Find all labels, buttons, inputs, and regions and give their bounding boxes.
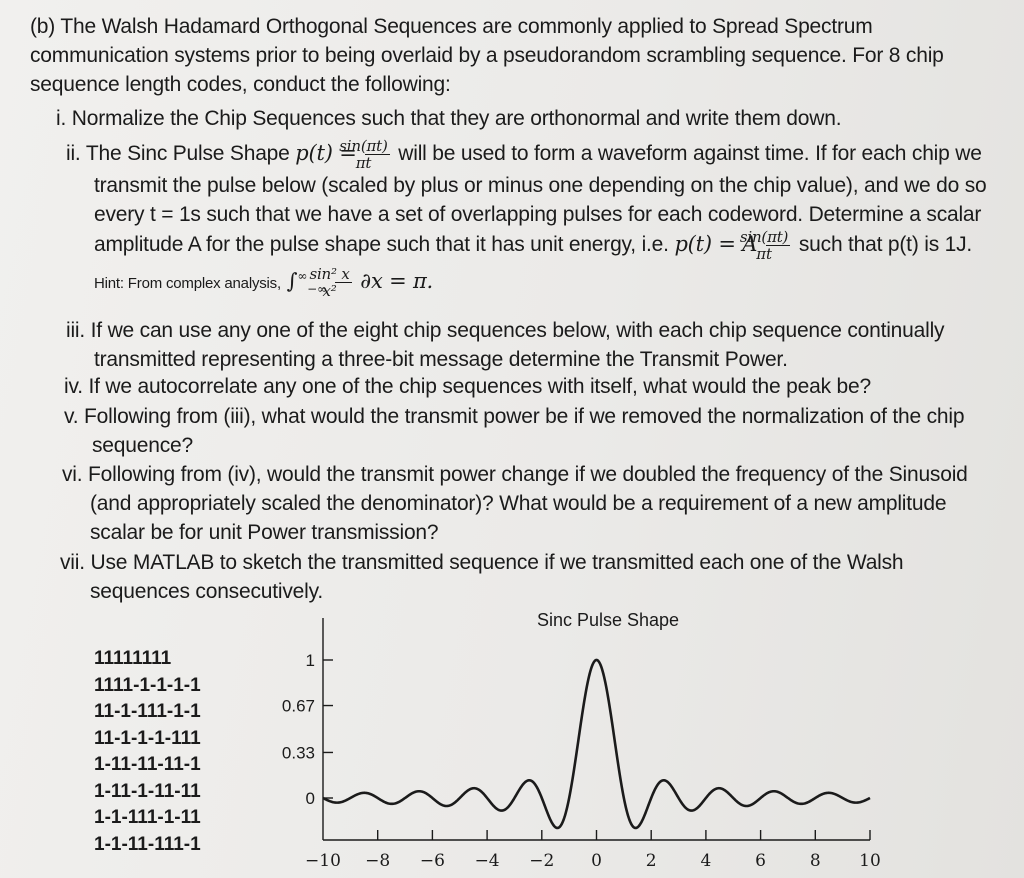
item-text: The Sinc Pulse Shape	[85, 142, 290, 166]
x-tick-label: 2	[645, 851, 657, 871]
x-tick-label: 4	[700, 851, 712, 871]
x-tick-label: −8	[365, 851, 391, 871]
walsh-code: 1-11-1-11-11	[94, 780, 201, 802]
walsh-code: 1-11-11-11-1	[94, 754, 201, 775]
item-number: ii.	[66, 142, 81, 166]
fraction-numerator: sin(πt)	[339, 137, 388, 155]
item-v	[64, 402, 992, 460]
integrand-fraction	[309, 264, 351, 300]
item-number: i.	[56, 107, 67, 130]
walsh-code: 1111-1-1-1-1	[94, 674, 201, 696]
integral-upper-limit: ∞	[297, 269, 308, 283]
item-text: Normalize the Chip Sequences such that they are orthonormal and write them down.	[71, 107, 842, 130]
integral-result: ∂x = π.	[360, 269, 434, 293]
item-text: If we can use any one of the eight chip sequences below, with each chip sequence continually transmitted representing a three-bit message determine the Transmit Power.	[90, 319, 945, 371]
item-text: If we autocorrelate any one of the chip sequences with itself, what would the peak be?	[88, 375, 871, 398]
x-tick-label: 0	[591, 851, 602, 871]
y-tick-label: 0.33	[281, 743, 315, 763]
item-text: Use MATLAB to sketch the transmitted sequence if we transmitted each one of the Walsh sequences consecutively.	[90, 551, 904, 603]
energy-text: such that p(t) is 1J.	[798, 233, 973, 257]
x-tick-label: −4	[474, 851, 500, 871]
scaled-pulse-formula: p(t) = A	[674, 232, 758, 257]
walsh-code-list	[94, 646, 201, 858]
y-tick-label: 1	[305, 651, 315, 670]
item-ii	[66, 138, 994, 304]
x-tick-label: 6	[755, 851, 767, 871]
item-vi	[62, 460, 990, 547]
item-number: iii.	[66, 319, 86, 342]
sinc-curve-line	[323, 660, 870, 828]
fraction-numerator: sin(πt)	[739, 228, 789, 246]
sinc-pulse-chart	[260, 600, 900, 875]
item-text-continued: will be used to form a waveform against time. If for each chip we transmit the pulse below (scaled by plus or minus one depending on the chip value), and we do so every t = 1s such that we have a set of overlapping pulses for each codeword. Determine a scalar amplitude A for the pulse shape such that it has unit energy,	[94, 142, 987, 257]
item-i	[56, 104, 976, 133]
chart-axes	[323, 618, 870, 840]
x-tick-label: 10	[859, 851, 881, 871]
x-tick-label: −6	[419, 851, 445, 871]
item-number: iv.	[64, 375, 83, 398]
y-tick-label: 0	[305, 789, 315, 808]
fraction-denominator: πt	[355, 154, 372, 172]
item-number: vi.	[62, 463, 83, 486]
item-iii	[66, 316, 994, 374]
part-label: (b)	[30, 15, 56, 38]
item-number: vii.	[60, 551, 85, 574]
y-ticks	[282, 651, 333, 808]
integral-sign: ∫	[286, 269, 298, 293]
x-tick-label: 8	[809, 851, 821, 871]
question-intro	[30, 12, 980, 99]
pulse-formula: p(t) =	[295, 141, 357, 166]
fraction-denominator: πt	[756, 245, 772, 263]
chart-title: Sinc Pulse Shape	[536, 610, 680, 630]
integral-lower-limit: −∞	[307, 282, 327, 297]
walsh-code: 11-1-1-1-111	[94, 727, 201, 749]
x-ticks	[305, 830, 881, 871]
walsh-code: 1-1-111-1-11	[94, 807, 201, 828]
y-tick-label: 0.67	[281, 696, 315, 716]
item-vii	[60, 548, 990, 606]
fraction-numerator: sin² x	[309, 264, 350, 283]
walsh-code: 11-1-111-1-1	[94, 701, 201, 722]
hint-text: Hint: From complex analysis,	[94, 275, 281, 292]
walsh-code: 1-1-11-111-1	[94, 833, 201, 855]
item-text: Following from (iii), what would the transmit power be if we removed the normalization of the chip sequence?	[84, 405, 965, 457]
walsh-code: 11111111	[94, 648, 172, 669]
item-text: Following from (iv), would the transmit power change if we doubled the frequency of the Sinusoid (and appropriately scaled the denominator)? What would be a requirement of a new amplitude scalar be for unit Power transmission?	[88, 463, 968, 544]
item-number: v.	[64, 405, 79, 428]
x-tick-label: −2	[529, 851, 555, 871]
fraction-denominator: x²	[322, 281, 337, 300]
x-tick-label: −10	[305, 851, 341, 871]
ie-text: i.e.	[641, 233, 669, 257]
item-iv	[64, 372, 992, 401]
intro-text: The Walsh Hadamard Orthogonal Sequences are commonly applied to Spread Spectrum communication systems prior to being overlaid by a pseudorandom scrambling sequence. For 8 chip sequence length codes, conduct the following:	[30, 15, 944, 96]
